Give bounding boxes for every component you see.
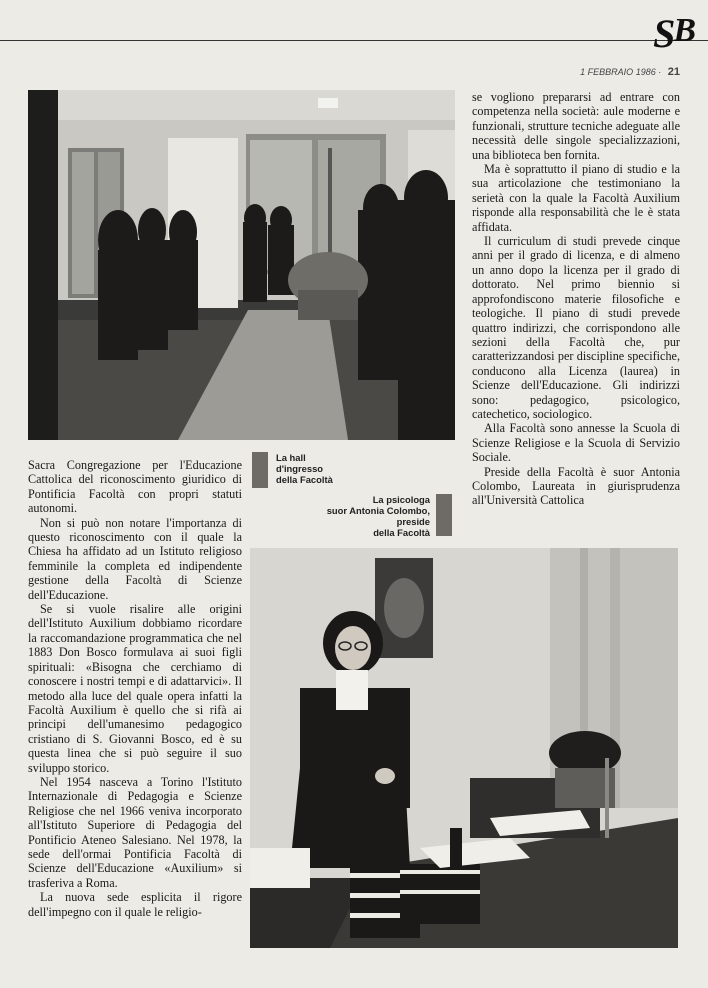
paragraph: Sacra Congregazione per l'Educazione Cattolica del riconoscimento giuridico di Pontificia Facoltà con propri statuti autonomi.	[28, 458, 242, 516]
paragraph: Ma è soprattutto il piano di studio e la sua articolazione che testimoniano la serietà con la quale la Facoltà Auxilium risponde alla responsabilità che le è stata affidata.	[472, 162, 680, 234]
hall-photo	[28, 90, 455, 440]
paragraph: Preside della Facoltà è suor Antonia Colombo, Laureata in giurisprudenza all'Università Cattolica	[472, 464, 680, 508]
psicologa-caption-line: suor Antonia Colombo,	[326, 505, 430, 516]
header-rule	[0, 40, 708, 41]
paragraph: Alla Facoltà sono annesse la Scuola di Scienze Religiose e la Scuola di Servizio Sociale.	[472, 421, 680, 465]
psicologa-caption-line: della Facoltà	[373, 527, 430, 538]
hall-caption-line: d'ingresso	[276, 463, 324, 474]
paragraph: Se si vuole risalire alle origini dell'Istituto Auxilium dobbiamo ricordare la raccomandazione programmatica che nel 1883 Don Bosco formulava ai suoi figli spirituali: «Bisogna che cerchiamo di conoscere i nostri tempi e di adattarvici». Il metodo alla luce del quale opera infatti la Facoltà Auxilium è quello che si rifà ai principi dell'umanesimo pedagogico cristiano di S. Giovanni Bosco, ed è su questa linea che si può seguire il suo sviluppo storico.	[28, 602, 242, 775]
paragraph: Non si può non notare l'importanza di questo riconoscimento con il quale la Chiesa ha affidato ad un Istituto religioso femminile la completa ed indipendente gestione della Facoltà di Scienze dell'Educazione.	[28, 515, 242, 602]
psicologa-caption-line: preside	[396, 516, 430, 527]
hall-caption	[276, 452, 333, 485]
hall-caption-line: della Facoltà	[276, 474, 333, 485]
hall-caption-marker	[252, 452, 268, 488]
hall-caption-line: La hall	[276, 452, 306, 463]
psicologa-caption-marker	[436, 494, 452, 536]
paragraph: Nel 1954 nasceva a Torino l'Istituto Internazionale di Pedagogia e Scienze Religiose che nel 1966 veniva incorporato all'Istituto Superiore di Pedagogia del Pontificio Ateneo Salesiano. Nel 1978, la sede dell'ormai Pontificia Facoltà di Scienze dell'Educazione «Auxilium» si trasferiva a Roma.	[28, 774, 242, 890]
right-text-column	[472, 90, 680, 508]
psicologa-caption-line: La psicologa	[372, 494, 430, 505]
left-text-column	[28, 458, 242, 919]
portrait-photo	[250, 548, 678, 948]
logo-letter-b: B	[673, 12, 694, 49]
page-number: 21	[667, 66, 680, 78]
issue-date: 1 FEBBRAIO 1986	[580, 67, 656, 77]
magazine-logo	[653, 8, 694, 56]
paragraph: La nuova sede esplicita il rigore dell'impegno con il quale le religio-	[28, 890, 242, 919]
header-separator: ·	[658, 67, 662, 77]
portrait-photo-image	[250, 548, 678, 948]
page-header	[580, 66, 680, 78]
logo-letter-s: S	[653, 11, 674, 56]
hall-photo-image	[28, 90, 455, 440]
paragraph: Il curriculum di studi prevede cinque anni per il grado di licenza, e di almeno un anno dopo la licenza per il grado di dottorato. Nel primo biennio si approfondiscono materie filosofiche e teologiche. Il piano di studi prevede quattro indirizzi, che corrispondono alle sezioni della Facoltà che, pur caratterizzandosi per discipline specifiche, conducono alla Licenza (laurea) in Scienze dell'Educazione. Gli indirizzi sono: pedagogico, psicologico, catechetico, sociologico.	[472, 234, 680, 421]
paragraph: se vogliono prepararsi ad entrare con competenza nella società: aule moderne e funzionali, strutture tecniche adeguate alle necessità delle singole specializzazioni, una biblioteca ben fornita.	[472, 90, 680, 162]
psicologa-caption	[300, 494, 430, 538]
